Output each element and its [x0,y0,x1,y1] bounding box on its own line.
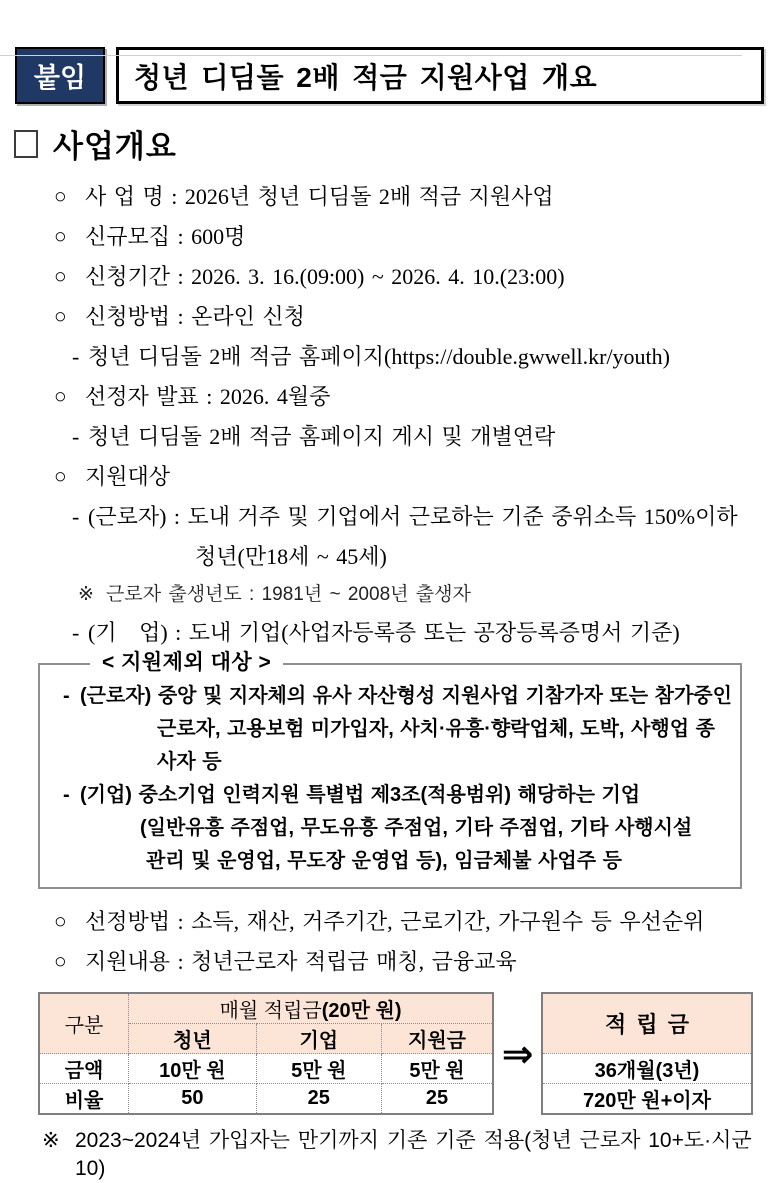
exclusion-box [38,651,742,889]
list-item [54,262,780,291]
circle-bullet: ○ [54,384,67,408]
dash-bullet: - [63,685,70,707]
attachment-badge: 붙임 [15,47,105,104]
column-header-subsidy: 지원금 [381,1024,493,1054]
exclusion-item [63,680,732,713]
list-continuation [195,542,780,571]
exclusion-box-legend: < 지원제외 대상 > [90,650,283,676]
result-table [541,992,753,1115]
circle-bullet: ○ [54,264,67,288]
list-item [54,382,780,411]
list-item-text: (근로자) : 도내 거주 및 기업에서 근로하는 기준 중위소득 150%이하 [88,504,738,529]
list-item-text: 신청방법 : 온라인 신청 [85,304,305,329]
table-cell: 25 [381,1084,493,1115]
matching-table [38,992,494,1115]
column-header-company: 기업 [256,1024,381,1054]
table-corner-cell: 구분 [39,993,129,1054]
list-item-text: 지원내용 : 청년근로자 적립금 매칭, 금융교육 [85,949,517,974]
footnote [42,1127,780,1183]
dash-bullet: - [72,424,80,449]
list-item-text: 선정방법 : 소득, 재산, 거주기간, 근로기간, 가구원수 등 우선순위 [85,909,705,934]
circle-bullet: ○ [54,464,67,488]
exclusion-text: 근로자, 고용보험 미가입자, 사치·유흥·향락업체, 도박, 사행업 종사자 등 [157,718,715,773]
list-subitem [72,422,780,451]
exclusion-text: (근로자) 중앙 및 지자체의 유사 자산형성 지원사업 기참가자 또는 참가중인 [80,685,732,707]
table-cell: 50 [129,1084,256,1115]
group-header-text: 매월 적립금 [219,1000,322,1022]
exclusion-text: (기업) 중소기업 인력지원 특별법 제3조(적용범위) 해당하는 기업 [80,784,641,806]
list-item-text: 사 업 명 : 2026년 청년 디딤돌 2배 적금 지원사업 [85,184,554,209]
list-item [54,182,780,211]
circle-bullet: ○ [54,909,67,933]
dash-bullet: - [72,504,80,529]
list-item-text: (기 업) : 도내 기업(사업자등록증 또는 공장등록증명서 기준) [88,620,680,645]
exclusion-item [63,779,732,812]
reference-note [78,582,780,608]
square-bullet-icon [14,130,38,158]
list-subitem [72,502,780,531]
row-label: 금액 [39,1054,129,1084]
group-header-amount: (20만 원) [321,1000,402,1022]
circle-bullet: ○ [54,184,67,208]
table-cell: 25 [256,1084,381,1115]
dash-bullet: - [72,344,80,369]
list-subitem [72,618,780,647]
table-row [39,1084,493,1115]
reference-mark: ※ [42,1129,60,1152]
table-row [39,1054,493,1084]
list-item-text: 지원대상 [85,464,171,489]
list-item [54,222,780,251]
section-title: 사업개요 [53,129,177,164]
dash-bullet: - [72,620,80,645]
document-page [0,47,780,1180]
table-cell: 5만 원 [256,1054,381,1084]
table-cell: 5만 원 [381,1054,493,1084]
row-label: 비율 [39,1084,129,1115]
circle-bullet: ○ [54,304,67,328]
overview-list-bottom [0,907,780,976]
list-item [54,302,780,331]
table-group-header [129,993,493,1024]
list-item-text: 청년 디딤돌 2배 적금 홈페이지(https://double.gwwell.kr/youth) [88,344,670,369]
section-heading [14,121,780,166]
footnote-text: 2023~2024년 가입자는 만기까지 기존 기준 적용(청년 근로자 10+도·시군 10) [75,1129,760,1180]
list-item-text: 청년 디딤돌 2배 적금 홈페이지 게시 및 개별연락 [88,424,556,449]
overview-list [0,182,780,647]
result-table-cell: 720만 원+이자 [542,1083,752,1114]
reference-mark: ※ [78,584,94,605]
table-cell: 10만 원 [129,1054,256,1084]
list-item-text: 선정자 발표 : 2026. 4월중 [85,384,331,409]
document-title: 청년 디딤돌 2배 적금 지원사업 개요 [134,61,598,93]
list-item-text: 청년(만18세 ~ 45세) [195,544,387,569]
list-subitem [72,342,780,371]
list-item-text: 신규모집 : 600명 [85,224,246,249]
deposit-tables [38,992,753,1115]
column-header-youth: 청년 [129,1024,256,1054]
list-item-text: 신청기간 : 2026. 3. 16.(09:00) ~ 2026. 4. 10.(23:00) [85,264,565,289]
circle-bullet: ○ [54,949,67,973]
exclusion-continuation [157,713,732,779]
circle-bullet: ○ [54,224,67,248]
note-text: 근로자 출생년도 : 1981년 ~ 2008년 출생자 [106,584,471,605]
exclusion-continuation [146,845,732,878]
dash-bullet: - [63,784,70,806]
list-item [54,947,780,976]
list-item [54,907,780,936]
scan-artifact-line [0,55,742,56]
result-table-header: 적 립 금 [542,993,752,1053]
right-arrow-icon: ⇒ [501,1031,534,1076]
exclusion-continuation [140,812,732,845]
list-item [54,462,780,491]
exclusion-text: (일반유흥 주점업, 무도유흥 주점업, 기타 주점업, 기타 사행시설 [140,817,693,839]
exclusion-text: 관리 및 운영업, 무도장 운영업 등), 임금체불 사업주 등 [146,850,622,872]
result-table-cell: 36개월(3년) [542,1053,752,1083]
